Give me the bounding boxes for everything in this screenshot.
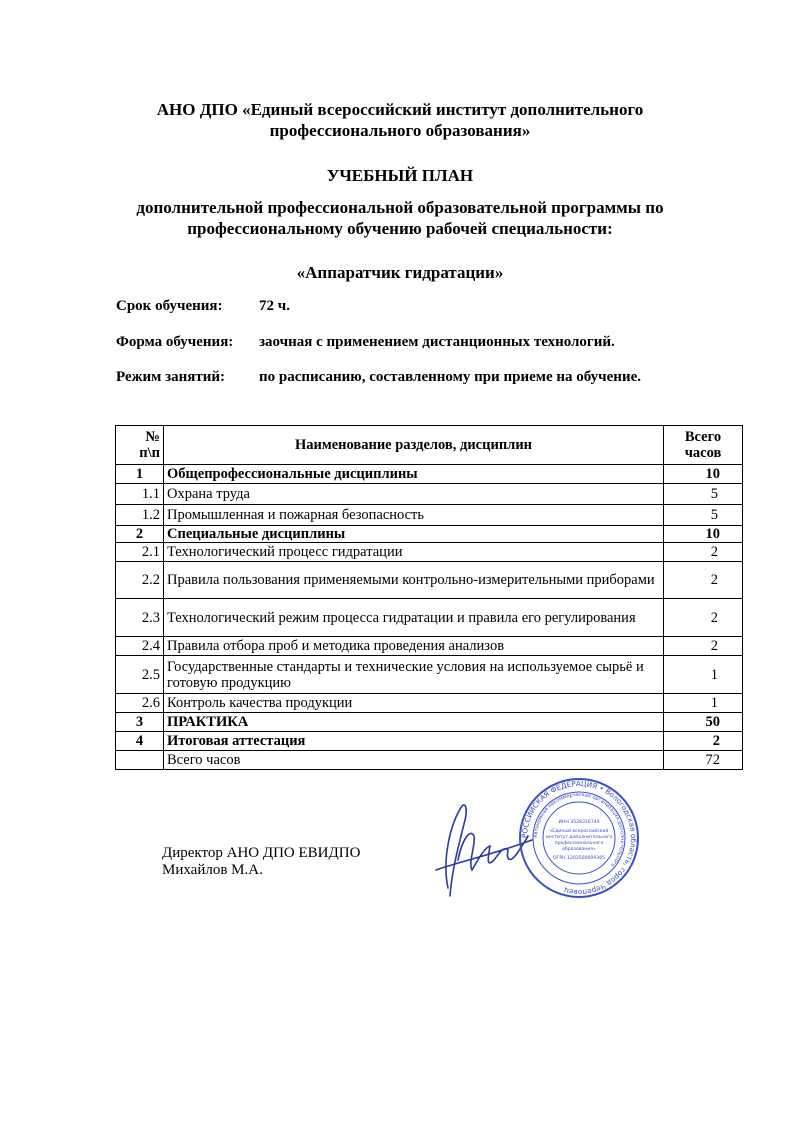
table-row: 2.2 Правила пользования применяемыми контрольно-измерительными приборами 2: [116, 562, 743, 599]
program-line2: профессиональному обучению рабочей специальности:: [187, 219, 613, 238]
header-num: № п\п: [116, 426, 164, 465]
table-row: 1.2 Промышленная и пожарная безопасность 5: [116, 505, 743, 526]
table-row: 1 Общепрофессиональные дисциплины 10: [116, 465, 743, 484]
table-row: 1.1 Охрана труда 5: [116, 484, 743, 505]
curriculum-table: [115, 425, 743, 770]
table-row: 2.6 Контроль качества продукции 1: [116, 694, 743, 713]
table-row: 2.1 Технологический процесс гидратации 2: [116, 543, 743, 562]
mode-value: по расписанию, составленному при приеме на обучение.: [259, 369, 641, 385]
stamp-line1: «Единый всероссийский: [549, 829, 609, 834]
org-title-line2: профессионального образования»: [269, 121, 531, 140]
stamp-ring-text: Автономная некоммерческая организация дополнительного: [532, 791, 626, 868]
duration-value: 72 ч.: [259, 298, 290, 314]
table-row: 2.4 Правила отбора проб и методика проведения анализов 2: [116, 637, 743, 656]
form-label: Форма обучения:: [116, 334, 234, 350]
table-row-total: Всего часов 72: [116, 751, 743, 770]
header-hours: Всего часов: [664, 426, 743, 465]
header-name: Наименование разделов, дисциплин: [164, 426, 664, 465]
stamp-line4: образования»: [562, 847, 596, 852]
table-row: 2.5 Государственные стандарты и технические условия на используемое сырьё и готовую продукцию 1: [116, 656, 743, 694]
director-signature-block: [162, 845, 360, 879]
stamp-line2: институт дополнительного: [545, 835, 613, 840]
doc-title: УЧЕБНЫЙ ПЛАН: [326, 166, 474, 185]
stamp-inn: ИНН 3528316740: [558, 820, 600, 825]
stamp-line3: профессионального: [554, 841, 604, 846]
stamp-outer-text: РОССИЙСКАЯ ФЕДЕРАЦИЯ • Вологодская область, город Череповец: [519, 778, 639, 898]
specialty-title: «Аппаратчик гидратации»: [296, 263, 504, 282]
stamp-ogrn: ОГРН 1203500009365: [552, 856, 606, 861]
table-row: 4 Итоговая аттестация 2: [116, 732, 743, 751]
director-position: Директор АНО ДПО ЕВИДПО: [162, 845, 361, 861]
table-row: 2.3 Технологический режим процесса гидратации и правила его регулирования 2: [116, 599, 743, 637]
form-value: заочная с применением дистанционных технологий.: [259, 334, 615, 350]
org-title-line1: АНО ДПО «Единый всероссийский институт дополнительного: [156, 100, 644, 119]
duration-label: Срок обучения:: [116, 298, 223, 314]
table-row: 3 ПРАКТИКА 50: [116, 713, 743, 732]
director-name: Михайлов М.А.: [162, 862, 263, 878]
mode-label: Режим занятий:: [116, 369, 226, 385]
table-row: 2 Специальные дисциплины 10: [116, 526, 743, 543]
organization-stamp: [518, 777, 640, 899]
program-line1: дополнительной профессиональной образовательной программы по: [136, 198, 664, 217]
table-header-row: [116, 426, 743, 465]
